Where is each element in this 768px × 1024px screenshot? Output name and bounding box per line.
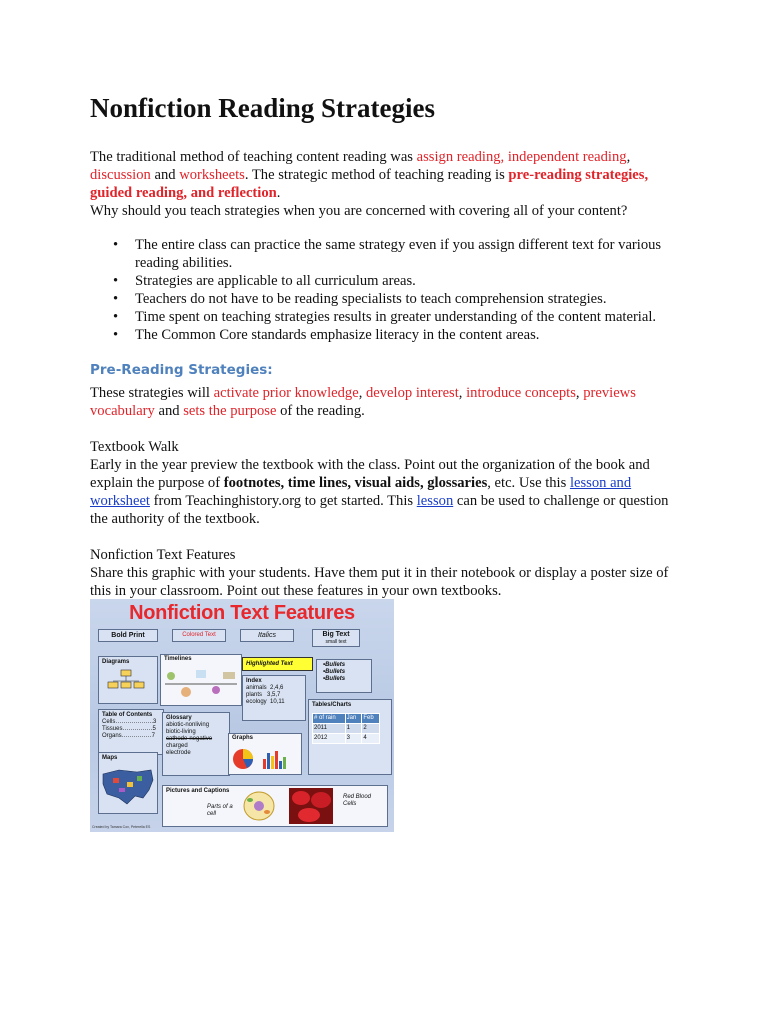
poster-index-title: Index	[246, 678, 262, 684]
list-item: • The entire class can practice the same strategy even if you assign different text for various reading abilities.	[90, 236, 680, 272]
poster-big-text: Big Text	[322, 631, 350, 638]
poster-glossary-row: abiotic-nonliving	[166, 722, 210, 728]
poster-highlighted-text: Highlighted Text	[242, 657, 313, 671]
poster-bullet: •Bullets	[323, 669, 346, 675]
prereading-text: ,	[458, 385, 467, 401]
textbook-walk-text: , etc. Use this	[487, 475, 570, 491]
poster-table-cell: 1	[345, 724, 362, 734]
poster-table-cell: 2012	[313, 734, 346, 744]
textbook-walk-text: can be used to challenge or question the authority of the textbook.	[90, 493, 669, 527]
list-item: • Time spent on teaching strategies results in greater understanding of the content material.	[90, 308, 680, 326]
poster-colored-text: Colored Text	[172, 629, 226, 642]
poster-blood-caption: Red Blood Cells	[343, 794, 372, 807]
intro-text: . The strategic method of teaching reading is	[244, 167, 509, 183]
lesson-and-worksheet-link[interactable]: lesson and worksheet	[90, 475, 632, 509]
poster-toc-row: Organs……………7	[102, 733, 156, 739]
poster-toc-box	[98, 709, 164, 755]
prereading-text: These strategies will	[90, 385, 214, 401]
poster-tables-title: Tables/Charts	[312, 702, 352, 708]
poster-toc-row: Tissues……………5	[102, 726, 156, 732]
poster-bullet: •Bullets	[323, 676, 346, 682]
poster-graphs-label: Graphs	[232, 735, 254, 741]
text-features-body: Share this graphic with your students. Have them put it in their notebook or display a poster size of this in your classroom. Point out these features in your own textbooks.	[90, 565, 669, 599]
intro-highlight: worksheets	[179, 167, 245, 183]
poster-bullet: •Bullets	[323, 662, 346, 668]
poster-diagrams-box	[98, 656, 158, 704]
red-blood-cells-icon	[289, 788, 333, 824]
poster-table-header: Jan	[345, 714, 362, 724]
prereading-highlight: develop interest	[365, 385, 459, 401]
list-item: • Strategies are applicable to all curriculum areas.	[90, 272, 680, 290]
poster-bullets-box	[316, 659, 372, 693]
us-map-icon	[99, 764, 157, 812]
prereading-text: of the reading.	[276, 403, 365, 419]
intro-highlight: discussion	[90, 167, 151, 183]
poster-bold-print: Bold Print	[98, 629, 158, 642]
poster-timelines-label: Timelines	[164, 656, 192, 662]
diagram-icon	[99, 668, 157, 702]
prereading-text: ,	[575, 385, 584, 401]
poster-glossary-row: charged	[166, 743, 188, 749]
poster-cell-caption: Parts of a cell	[207, 804, 233, 817]
poster-small-text: small text	[325, 639, 347, 645]
poster-index-row: ecology 10,11	[246, 699, 285, 705]
poster-tables-box	[308, 699, 392, 775]
poster-index-row: animals 2,4,6	[246, 685, 284, 691]
poster-table-cell: 2	[362, 724, 380, 734]
textbook-walk-text: Early in the year preview the textbook with the class. Point out the organization of the book and explain the purpose of	[90, 457, 650, 491]
prereading-text: and	[154, 403, 184, 419]
poster-table-header: Feb	[362, 714, 380, 724]
prereading-paragraph	[90, 384, 680, 420]
poster-glossary-row: electrode	[166, 750, 191, 756]
text-features-poster	[90, 599, 394, 832]
poster-big-text-box	[312, 629, 360, 647]
intro-text: ,	[626, 149, 631, 165]
textbook-walk-bold: footnotes, time lines, visual aids, glossaries	[223, 475, 488, 491]
textbook-walk-heading: Textbook Walk	[90, 439, 179, 455]
textbook-walk-section	[90, 438, 680, 528]
poster-table-cell: 2011	[313, 724, 346, 734]
poster-index-box	[242, 675, 306, 721]
poster-italics: Italics	[240, 629, 294, 642]
benefits-list	[90, 236, 680, 344]
cell-diagram-icon	[241, 788, 277, 824]
poster-graphs-box	[228, 733, 302, 775]
intro-highlight: assign reading, independent reading	[416, 149, 627, 165]
intro-text: and	[150, 167, 180, 183]
poster-table-cell: 4	[362, 734, 380, 744]
prereading-highlight: introduce concepts	[466, 385, 576, 401]
poster-toc-row: Cells……………….3	[102, 719, 157, 725]
poster-glossary-row: cathode-negative	[166, 736, 213, 742]
list-item: • Teachers do not have to be reading specialists to teach comprehension strategies.	[90, 290, 680, 308]
poster-mini-table	[312, 713, 380, 744]
poster-maps-box	[98, 752, 158, 814]
poster-title: Nonfiction Text Features	[129, 602, 355, 624]
poster-glossary-row: biotic-living	[166, 729, 196, 735]
poster-index-row: plants 3,5,7	[246, 692, 281, 698]
poster-credit: Created by Tamara Cox, Peterella ES	[92, 825, 151, 829]
intro-paragraph	[90, 148, 680, 220]
poster-pictures-label: Pictures and Captions	[166, 788, 230, 794]
text-features-heading: Nonfiction Text Features	[90, 547, 236, 563]
lesson-link[interactable]: lesson	[416, 493, 454, 509]
intro-bold-highlight: pre-reading strategies, guided reading, and reflection	[90, 167, 649, 201]
prereading-highlight: previews vocabulary	[90, 385, 636, 419]
graph-icon	[229, 743, 301, 773]
poster-glossary-box	[162, 712, 230, 776]
poster-timelines-box	[160, 654, 242, 706]
poster-pictures-box	[162, 785, 388, 827]
prereading-heading: Pre-Reading Strategies:	[90, 362, 273, 378]
intro-text: .	[276, 185, 281, 201]
poster-diagrams-label: Diagrams	[102, 659, 130, 665]
prereading-highlight: activate prior knowledge	[213, 385, 359, 401]
poster-glossary-title: Glossary	[166, 715, 192, 721]
intro-question: Why should you teach strategies when you are concerned with covering all of your content?	[90, 203, 628, 219]
poster-maps-label: Maps	[102, 755, 118, 761]
list-item: • The Common Core standards emphasize literacy in the content areas.	[90, 326, 680, 344]
prereading-text: ,	[358, 385, 366, 401]
poster-toc-title: Table of Contents	[102, 712, 153, 718]
poster-table-cell: 3	[345, 734, 362, 744]
poster-table-header: # of rain	[313, 714, 346, 724]
intro-text: The traditional method of teaching content reading was	[90, 149, 417, 165]
page-title: Nonfiction Reading Strategies	[90, 93, 435, 123]
timeline-icon	[161, 664, 241, 704]
prereading-highlight: sets the purpose	[183, 403, 277, 419]
textbook-walk-text: from Teachinghistory.org to get started. This	[149, 493, 417, 509]
text-features-section	[90, 546, 680, 600]
